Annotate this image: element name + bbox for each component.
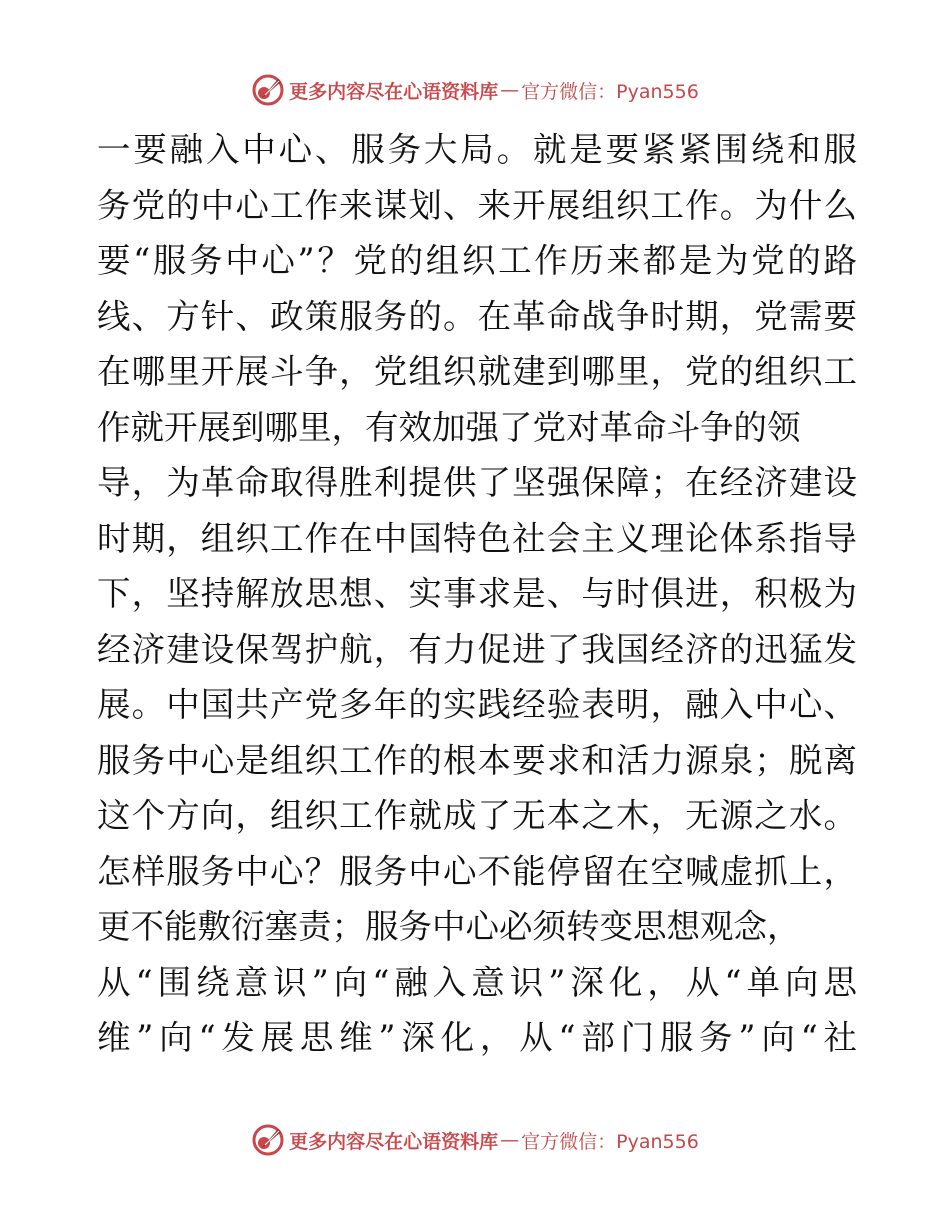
feather-logo-icon [251,73,285,107]
body-line-3: 要“服务中心”？党的组织工作历来都是为党的路 [97,241,857,280]
body-line-8: 时期，组织工作在中国特色社会主义理论体系指导 [97,518,857,558]
footer-banner [0,1120,950,1160]
body-line-6: 作就开展到哪里，有效加强了党对革命斗争的领 [97,407,801,447]
body-line-5: 在哪里开展斗争，党组织就建到哪里，党的组织工 [97,352,857,391]
body-line-16: 从“围绕意识”向“融入意识”深化，从“单向思 [97,962,857,1002]
header-banner [0,70,950,110]
banner-dash: — [500,1129,520,1151]
body-line-13: 这个方向，组织工作就成了无本之木，无源之水。 [97,796,857,835]
banner-slogan: 更多内容尽在心语资料库 [289,1130,499,1153]
banner-slogan: 更多内容尽在心语资料库 [289,80,499,103]
body-line-17: 维”向“发展思维”深化，从“部门服务”向“社 [97,1018,857,1057]
body-line-4: 线、方针、政策服务的。在革命战争时期，党需要 [97,296,857,336]
banner-official-wechat: 官方微信：Pyan556 [521,80,699,103]
body-line-9: 下，坚持解放思想、实事求是、与时俱进，积极为 [97,574,857,613]
body-line-10: 经济建设保驾护航，有力促进了我国经济的迅猛发 [97,629,857,669]
feather-logo-icon [251,1123,285,1157]
body-line-11: 展。中国共产党多年的实践经验表明，融入中心、 [97,685,857,724]
body-line-1: 一要融入中心、服务大局。就是要紧紧围绕和服 [97,130,857,169]
document-body [97,122,857,1066]
body-line-7: 导，为革命取得胜利提供了坚强保障；在经济建设 [97,463,857,502]
body-line-2: 务党的中心工作来谋划、来开展组织工作。为什么 [97,185,857,225]
banner-dash: — [500,79,520,101]
body-line-15: 更不能敷衍塞责；服务中心必须转变思想观念， [97,907,801,946]
body-line-14: 怎样服务中心？服务中心不能停留在空喊虚抓上， [97,851,857,891]
body-line-12: 服务中心是组织工作的根本要求和活力源泉；脱离 [97,740,857,780]
banner-official-wechat: 官方微信：Pyan556 [521,1130,699,1153]
